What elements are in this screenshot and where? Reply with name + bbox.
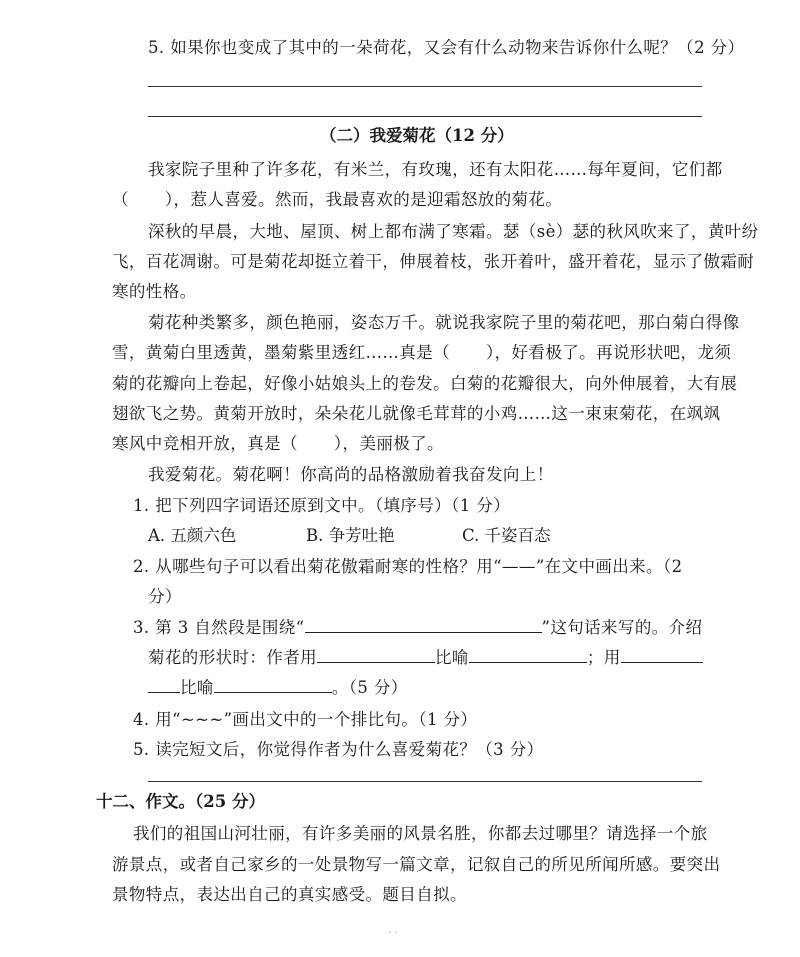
question-3-line-1 (133, 616, 702, 640)
answer-blank-1[interactable] (317, 646, 435, 663)
option-c: C. 千姿百态 (462, 526, 551, 545)
option-b: B. 争芳吐艳 (306, 526, 395, 545)
answer-blank-3[interactable] (621, 646, 703, 663)
section-title-chrysanthemum: （二）我爱菊花（12 分） (320, 126, 514, 145)
paragraph-3-line-5 (112, 432, 444, 456)
question-3-text: 比喻 (180, 678, 214, 697)
essay-prompt-line-2: 游景点，或者自己家乡的一处景物写一篇文章，记叙自己的所见所闻所感。要突出 (112, 855, 721, 874)
paragraph-3-line-1: 菊花种类繁多，颜色艳丽，姿态万千。就说我家院子里的菊花吧，那白菊白得像 (148, 313, 740, 332)
answer-blank-5[interactable] (214, 676, 332, 693)
question-3-text: 比喻 (435, 648, 469, 667)
question-3-text: 。（5 分） (331, 678, 408, 697)
answer-blank-topic[interactable] (305, 616, 542, 633)
option-a: A. 五颜六色 (148, 526, 237, 545)
question-4: 4. 用“~~~”画出文中的一个排比句。（1 分） (133, 710, 478, 729)
question-3-text: ；用 (586, 648, 621, 667)
question-3-line-3 (148, 676, 408, 700)
question-5: 5. 读完短文后，你觉得作者为什么喜爱菊花？（3 分） (133, 740, 544, 759)
question-5-lotus: 5. 如果你也变成了其中的一朵荷花，又会有什么动物来告诉你什么呢？（2 分） (148, 38, 745, 57)
paragraph-3-text: 雪，黄菊白里透黄，墨菊紫里透红……真是（ (112, 343, 450, 362)
question-1: 1. 把下列四字词语还原到文中。（填序号）（1 分） (133, 496, 511, 515)
paragraph-3-line-2 (112, 341, 731, 365)
paragraph-1-line-1: 我家院子里种了许多花，有米兰，有玫瑰，还有太阳花……每年夏间，它们都 (148, 160, 723, 179)
bracket-open: （ (112, 190, 129, 209)
paragraph-2-line-1: 深秋的早晨，大地、屋顶、树上都布满了寒霜。瑟（sè）瑟的秋风吹来了，黄叶纷 (148, 222, 759, 241)
paragraph-3-text: ），美丽极了。 (333, 434, 444, 453)
paragraph-2-line-3: 寒的性格。 (112, 282, 197, 301)
paragraph-3-text: ），好看极了。再说形状吧，龙须 (486, 343, 732, 362)
answer-blank-2[interactable] (469, 646, 587, 663)
essay-prompt-line-3: 景物特点，表达出自己的真实感受。题目自拟。 (112, 885, 467, 904)
question-3-line-2 (148, 646, 703, 670)
paragraph-2-line-2: 飞，百花凋谢。可是菊花却挺立着干，伸展着枝，张开着叶，盛开着花，显示了傲霜耐 (112, 252, 755, 271)
section-12-title: 十二、作文。（25 分） (96, 792, 265, 811)
answer-line (148, 781, 702, 782)
paragraph-3-text: 寒风中竞相开放，真是（ (112, 434, 298, 453)
paragraph-4: 我爱菊花。菊花啊！你高尚的品格激励着我奋发向上！ (148, 465, 554, 484)
paragraph-3-line-3: 菊的花瓣向上卷起，好像小姑娘头上的卷发。白菊的花瓣很大，向外伸展着，大有展 (112, 374, 738, 393)
answer-line (148, 86, 702, 87)
page-number: · · (388, 928, 398, 939)
question-2-line-1: 2. 从哪些句子可以看出菊花傲霜耐寒的性格？用“——”在文中画出来。（2 (133, 557, 683, 576)
answer-line (148, 116, 702, 117)
paragraph-1-line-2 (112, 188, 562, 212)
question-2-line-2: 分） (148, 587, 182, 606)
paragraph-1-text: ），惹人喜爱。然而，我最喜欢的是迎霜怒放的菊花。 (164, 190, 563, 209)
answer-blank-4[interactable] (148, 676, 180, 693)
question-3-text: 菊花的形状时：作者用 (148, 648, 317, 667)
essay-prompt-line-1: 我们的祖国山河壮丽，有许多美丽的风景名胜，你都去过哪里？请选择一个旅 (133, 824, 708, 843)
paragraph-3-line-4: 翅欲飞之势。黄菊开放时，朵朵花儿就像毛茸茸的小鸡……这一束束菊花，在飒飒 (112, 404, 721, 423)
question-3-text: ”这句话来写的。介绍 (541, 618, 703, 637)
question-3-text: 3. 第 3 自然段是围绕“ (133, 618, 305, 637)
